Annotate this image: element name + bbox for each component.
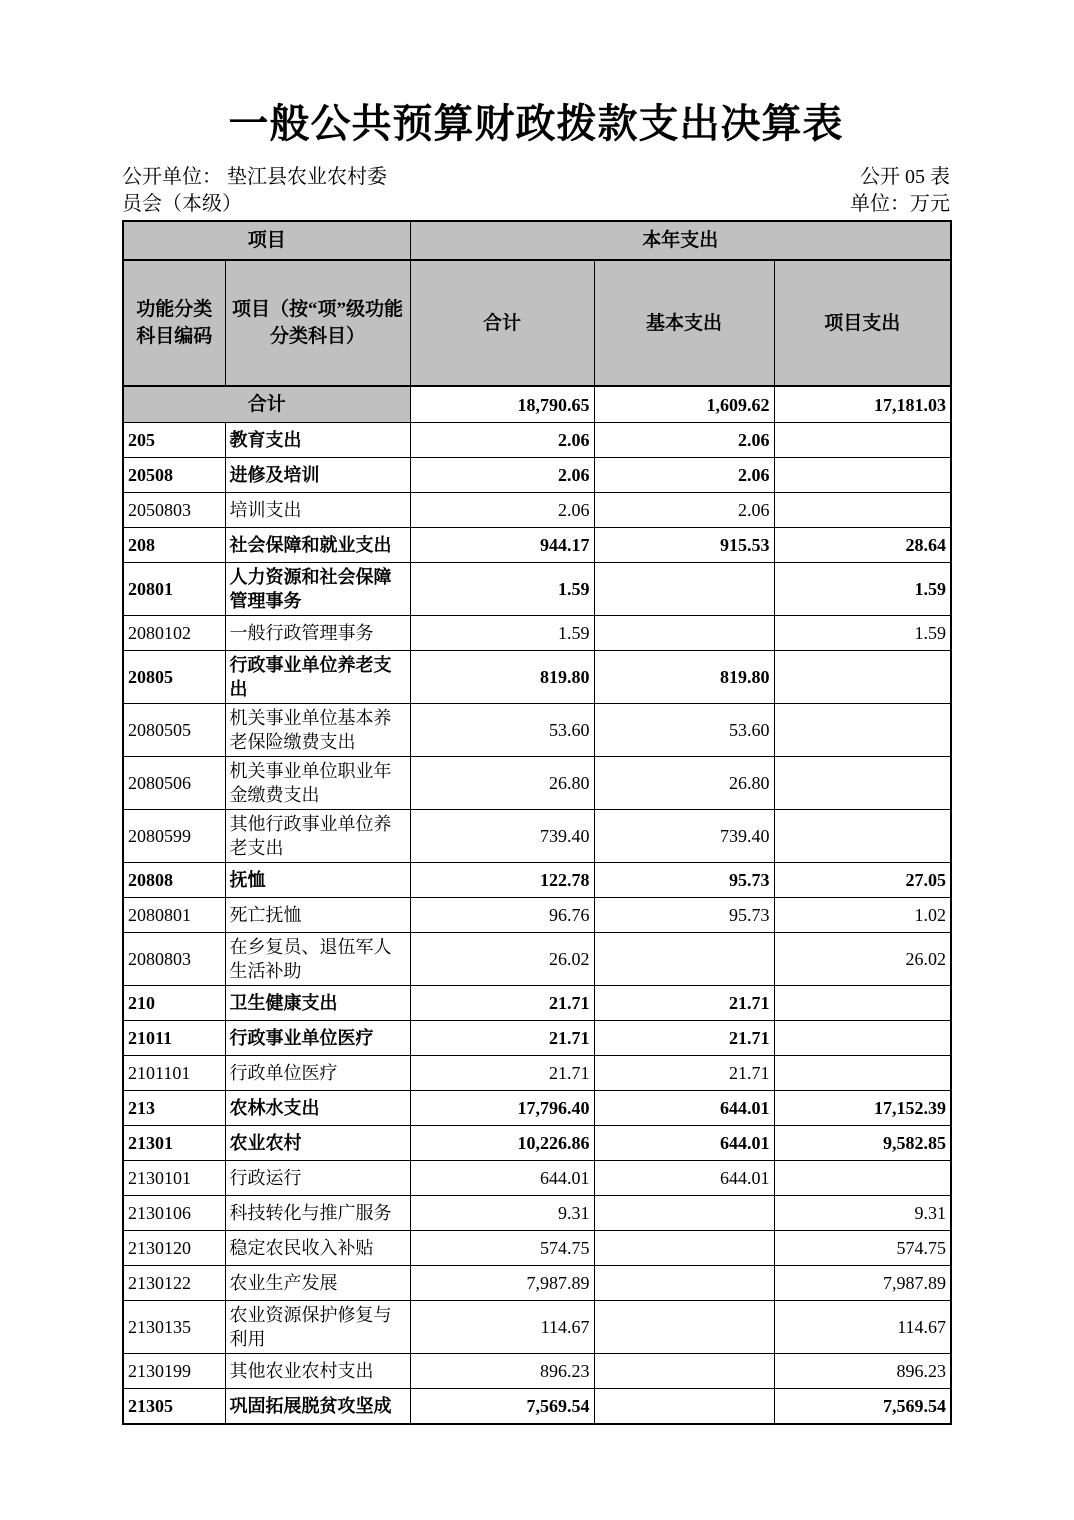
row-total-value: 10,226.86 xyxy=(410,1126,594,1161)
publish-unit-line2: 员会（本级） xyxy=(122,193,242,215)
row-basic-value xyxy=(594,563,774,616)
page-title: 一般公共预算财政拨款支出决算表 xyxy=(228,101,844,146)
table-row xyxy=(123,1389,951,1425)
row-item-name: 科技转化与推广服务 xyxy=(225,1196,410,1231)
row-project-value xyxy=(774,1161,951,1196)
row-code: 210 xyxy=(123,986,225,1021)
budget-table xyxy=(122,220,952,1425)
row-item-name: 社会保障和就业支出 xyxy=(225,528,410,563)
row-code: 2130106 xyxy=(123,1196,225,1231)
row-item-name: 卫生健康支出 xyxy=(225,986,410,1021)
grand-total-project-value: 17,181.03 xyxy=(774,386,951,423)
row-item-name: 农业农村 xyxy=(225,1126,410,1161)
document-content xyxy=(122,0,950,1425)
row-code: 2130101 xyxy=(123,1161,225,1196)
row-total-value: 574.75 xyxy=(410,1231,594,1266)
table-row xyxy=(123,1354,951,1389)
publish-unit xyxy=(122,164,442,218)
row-code: 2080801 xyxy=(123,898,225,933)
meta-header xyxy=(122,164,950,218)
table-row xyxy=(123,1196,951,1231)
row-item-name: 农林水支出 xyxy=(225,1091,410,1126)
row-basic-value: 819.80 xyxy=(594,651,774,704)
row-project-value xyxy=(774,704,951,757)
table-number-label: 公开 05 表 xyxy=(860,166,950,188)
row-basic-value xyxy=(594,1231,774,1266)
header-group-row xyxy=(123,221,951,260)
row-project-value: 17,152.39 xyxy=(774,1091,951,1126)
row-project-value: 7,987.89 xyxy=(774,1266,951,1301)
row-total-value: 9.31 xyxy=(410,1196,594,1231)
header-col-total: 合计 xyxy=(410,260,594,386)
row-code: 2080102 xyxy=(123,616,225,651)
row-basic-value: 644.01 xyxy=(594,1091,774,1126)
row-item-name: 行政运行 xyxy=(225,1161,410,1196)
row-total-value: 896.23 xyxy=(410,1354,594,1389)
table-row xyxy=(123,1161,951,1196)
table-row xyxy=(123,1231,951,1266)
row-basic-value: 2.06 xyxy=(594,423,774,458)
table-row xyxy=(123,986,951,1021)
row-code: 2130135 xyxy=(123,1301,225,1354)
row-total-value: 53.60 xyxy=(410,704,594,757)
table-row xyxy=(123,863,951,898)
row-project-value xyxy=(774,493,951,528)
table-row xyxy=(123,810,951,863)
row-basic-value: 95.73 xyxy=(594,863,774,898)
row-project-value xyxy=(774,810,951,863)
row-code: 2080803 xyxy=(123,933,225,986)
row-code: 21301 xyxy=(123,1126,225,1161)
row-code: 2130120 xyxy=(123,1231,225,1266)
row-code: 21011 xyxy=(123,1021,225,1056)
row-basic-value xyxy=(594,933,774,986)
table-row xyxy=(123,1021,951,1056)
row-project-value: 7,569.54 xyxy=(774,1389,951,1425)
row-code: 20801 xyxy=(123,563,225,616)
table-row xyxy=(123,1091,951,1126)
row-item-name: 农业生产发展 xyxy=(225,1266,410,1301)
row-project-value: 1.02 xyxy=(774,898,951,933)
row-project-value: 114.67 xyxy=(774,1301,951,1354)
row-total-value: 122.78 xyxy=(410,863,594,898)
row-basic-value: 21.71 xyxy=(594,986,774,1021)
row-code: 20808 xyxy=(123,863,225,898)
row-project-value: 1.59 xyxy=(774,616,951,651)
row-project-value xyxy=(774,1056,951,1091)
row-project-value: 26.02 xyxy=(774,933,951,986)
table-row xyxy=(123,563,951,616)
row-item-name: 机关事业单位基本养老保险缴费支出 xyxy=(225,704,410,757)
row-basic-value xyxy=(594,1196,774,1231)
row-item-name: 巩固拓展脱贫攻坚成 xyxy=(225,1389,410,1425)
row-code: 2130199 xyxy=(123,1354,225,1389)
row-total-value: 26.02 xyxy=(410,933,594,986)
table-row xyxy=(123,933,951,986)
row-total-value: 819.80 xyxy=(410,651,594,704)
row-item-name: 行政单位医疗 xyxy=(225,1056,410,1091)
row-total-value: 21.71 xyxy=(410,986,594,1021)
row-code: 2080505 xyxy=(123,704,225,757)
row-total-value: 1.59 xyxy=(410,563,594,616)
row-code: 208 xyxy=(123,528,225,563)
row-total-value: 7,569.54 xyxy=(410,1389,594,1425)
unit-label: 单位：万元 xyxy=(850,193,950,215)
row-basic-value: 739.40 xyxy=(594,810,774,863)
row-basic-value xyxy=(594,1354,774,1389)
row-item-name: 其他农业农村支出 xyxy=(225,1354,410,1389)
row-code: 2130122 xyxy=(123,1266,225,1301)
row-code: 2050803 xyxy=(123,493,225,528)
row-item-name: 人力资源和社会保障管理事务 xyxy=(225,563,410,616)
row-item-name: 农业资源保护修复与利用 xyxy=(225,1301,410,1354)
header-col-basic: 基本支出 xyxy=(594,260,774,386)
row-project-value: 896.23 xyxy=(774,1354,951,1389)
table-row xyxy=(123,1266,951,1301)
row-item-name: 培训支出 xyxy=(225,493,410,528)
row-basic-value xyxy=(594,1301,774,1354)
row-total-value: 2.06 xyxy=(410,423,594,458)
row-total-value: 21.71 xyxy=(410,1056,594,1091)
row-code: 205 xyxy=(123,423,225,458)
row-code: 2080599 xyxy=(123,810,225,863)
header-col-code: 功能分类科目编码 xyxy=(123,260,225,386)
row-basic-value: 21.71 xyxy=(594,1021,774,1056)
row-item-name: 一般行政管理事务 xyxy=(225,616,410,651)
table-row xyxy=(123,757,951,810)
table-header xyxy=(123,221,951,386)
table-row xyxy=(123,1056,951,1091)
table-row xyxy=(123,1126,951,1161)
grand-total-value: 18,790.65 xyxy=(410,386,594,423)
row-item-name: 其他行政事业单位养老支出 xyxy=(225,810,410,863)
row-item-name: 进修及培训 xyxy=(225,458,410,493)
meta-right xyxy=(850,164,950,218)
grand-total-label: 合计 xyxy=(123,386,410,423)
table-row xyxy=(123,493,951,528)
row-project-value: 28.64 xyxy=(774,528,951,563)
row-item-name: 机关事业单位职业年金缴费支出 xyxy=(225,757,410,810)
row-code: 21305 xyxy=(123,1389,225,1425)
row-total-value: 26.80 xyxy=(410,757,594,810)
grand-total-basic-value: 1,609.62 xyxy=(594,386,774,423)
row-basic-value: 21.71 xyxy=(594,1056,774,1091)
row-total-value: 96.76 xyxy=(410,898,594,933)
row-basic-value: 2.06 xyxy=(594,493,774,528)
row-basic-value xyxy=(594,1389,774,1425)
row-total-value: 114.67 xyxy=(410,1301,594,1354)
table-row xyxy=(123,651,951,704)
row-basic-value: 26.80 xyxy=(594,757,774,810)
header-col-item: 项目（按“项”级功能分类科目） xyxy=(225,260,410,386)
header-group-year-expenditure: 本年支出 xyxy=(410,221,951,260)
row-project-value xyxy=(774,1021,951,1056)
row-total-value: 944.17 xyxy=(410,528,594,563)
row-total-value: 2.06 xyxy=(410,458,594,493)
row-total-value: 21.71 xyxy=(410,1021,594,1056)
table-row xyxy=(123,704,951,757)
publish-unit-line1: 公开单位： 垫江县农业农村委 xyxy=(122,166,387,188)
row-total-value: 644.01 xyxy=(410,1161,594,1196)
table-row xyxy=(123,616,951,651)
row-basic-value xyxy=(594,1266,774,1301)
row-item-name: 死亡抚恤 xyxy=(225,898,410,933)
row-basic-value xyxy=(594,616,774,651)
row-project-value xyxy=(774,757,951,810)
row-project-value xyxy=(774,651,951,704)
row-project-value: 27.05 xyxy=(774,863,951,898)
row-project-value: 9.31 xyxy=(774,1196,951,1231)
header-group-item: 项目 xyxy=(123,221,410,260)
row-project-value: 574.75 xyxy=(774,1231,951,1266)
table-row xyxy=(123,423,951,458)
row-basic-value: 644.01 xyxy=(594,1161,774,1196)
row-project-value xyxy=(774,458,951,493)
row-code: 20805 xyxy=(123,651,225,704)
row-basic-value: 53.60 xyxy=(594,704,774,757)
table-row xyxy=(123,898,951,933)
row-code: 2080506 xyxy=(123,757,225,810)
row-item-name: 稳定农民收入补贴 xyxy=(225,1231,410,1266)
row-project-value: 9,582.85 xyxy=(774,1126,951,1161)
row-total-value: 2.06 xyxy=(410,493,594,528)
row-code: 2101101 xyxy=(123,1056,225,1091)
row-item-name: 教育支出 xyxy=(225,423,410,458)
table-row xyxy=(123,458,951,493)
grand-total-row xyxy=(123,386,951,423)
header-col-project: 项目支出 xyxy=(774,260,951,386)
row-item-name: 行政事业单位养老支出 xyxy=(225,651,410,704)
row-item-name: 在乡复员、退伍军人生活补助 xyxy=(225,933,410,986)
row-project-value: 1.59 xyxy=(774,563,951,616)
table-row xyxy=(123,1301,951,1354)
row-basic-value: 2.06 xyxy=(594,458,774,493)
row-project-value xyxy=(774,423,951,458)
row-code: 20508 xyxy=(123,458,225,493)
row-item-name: 行政事业单位医疗 xyxy=(225,1021,410,1056)
row-item-name: 抚恤 xyxy=(225,863,410,898)
row-code: 213 xyxy=(123,1091,225,1126)
header-columns-row xyxy=(123,260,951,386)
row-basic-value: 644.01 xyxy=(594,1126,774,1161)
row-project-value xyxy=(774,986,951,1021)
row-basic-value: 95.73 xyxy=(594,898,774,933)
row-total-value: 7,987.89 xyxy=(410,1266,594,1301)
row-basic-value: 915.53 xyxy=(594,528,774,563)
row-total-value: 739.40 xyxy=(410,810,594,863)
row-total-value: 17,796.40 xyxy=(410,1091,594,1126)
table-body xyxy=(123,386,951,1424)
table-row xyxy=(123,528,951,563)
row-total-value: 1.59 xyxy=(410,616,594,651)
